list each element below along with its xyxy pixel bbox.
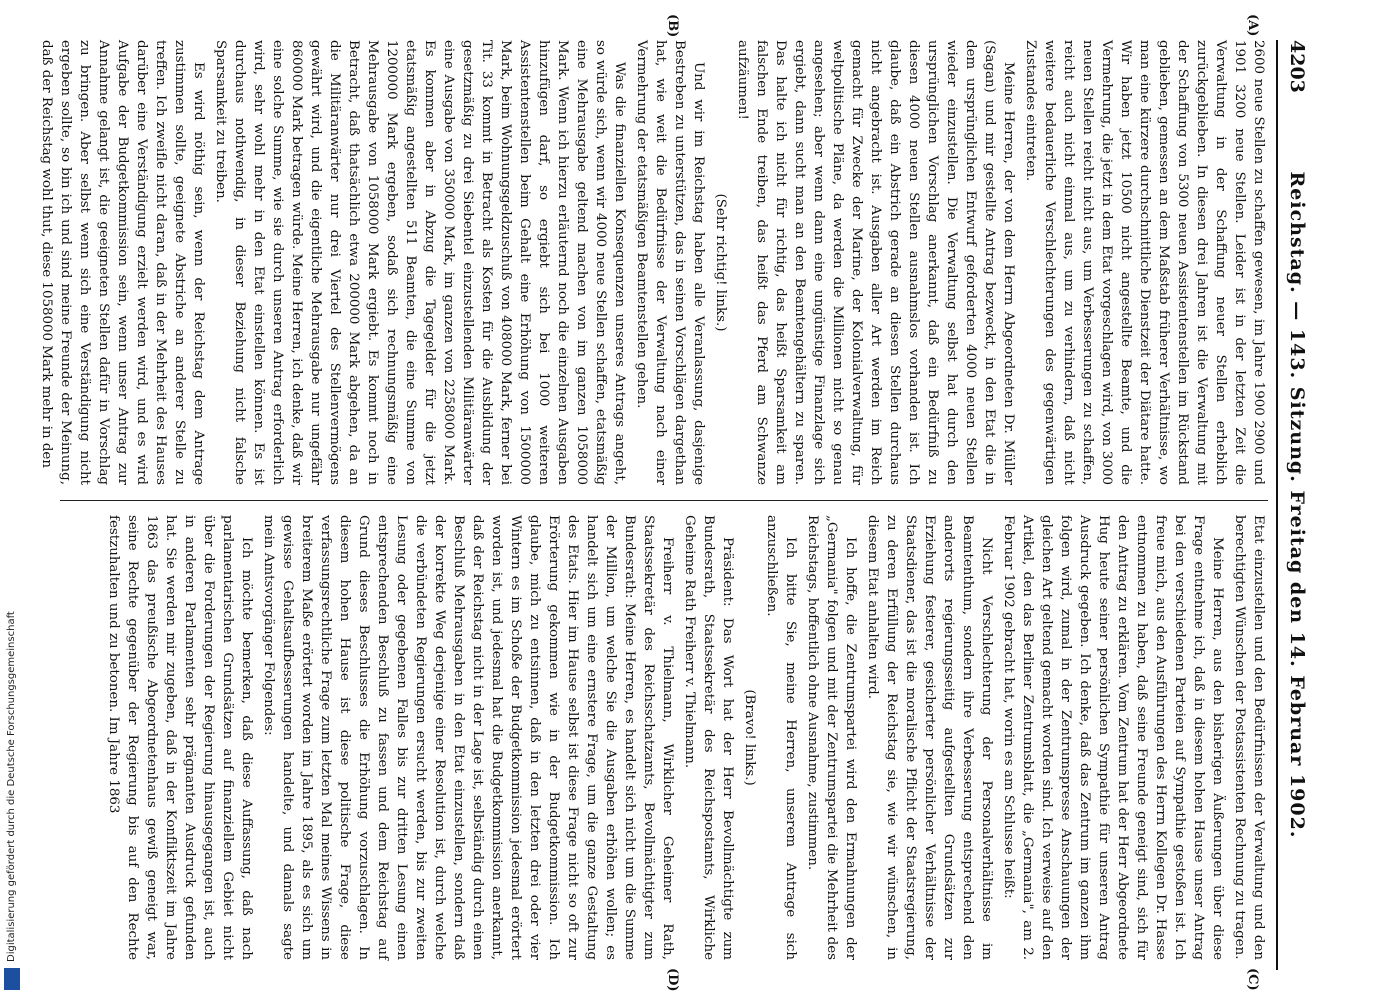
paragraph: 2600 neue Stellen zu schaffen gewesen, im Jahre 1900 2900 und 1901 3200 neue Stellen. Leider ist in der letzten Zeit die Verwaltung in der Schaffung neuer Stellen erheblich zurückgeblieben. In diesen drei Jahren ist die Verwaltung mit der Schaffung von 5300 neuen Assistentenstellen im Rückstand geblieben, gemessen an dem Maßstab früherer Verhältnisse, wo man eine kürzere durchschnittliche Dienstzeit der Diätare hatte. Wir haben jetzt 10500 nicht angestellte Beamte, und die Vermehrung, die jetzt in dem Etat vorgeschlagen wird, von 3000 neuen Stellen reicht nicht aus, um Verbesserungen zu schaffen, reicht auch nicht einmal aus, um zu verhindern, daß nicht weitere bedauerliche Verschlechterungen des gegenwärtigen Zustandes eintreten. [1023, 40, 1266, 485]
quotation: Nicht Verschlechterung der Personalverhältnisse im Beamtenthum, sondern ihre Verbesserung entsprechend den anderorts regierungsseitig aufgestellten Grundsätzen zur Erziehung festerer, gesicherter persönlicher Verhältnisse der Staatsdiener, das ist die moralische Pflicht der Staatsregierung, zu deren Erfüllung der Reichstag sie, wie wir wünschen, in diesem Etat anhalten wird. [865, 515, 994, 960]
page-header [1276, 40, 1312, 970]
column-divider [60, 500, 1268, 501]
interjection: (Bravo! links.) [742, 689, 757, 786]
page-number: 4203 [1286, 40, 1308, 93]
speaker-paragraph: Präsident: Das Wort hat der Herr Bevollmächtigte zum Bundesrath, Staatssekretär des Reichspostamts, Wirkliche Geheime Rath Freiherr v. Thielmann. [682, 515, 735, 960]
margin-marker-b: (B) [665, 14, 680, 38]
paragraph: Etat einzustellen und den Bedürfnissen der Verwaltung und den berechtigten Wünschen der Postassistenten Rechnung zu tragen. [1232, 515, 1266, 960]
paragraph: Ich bitte Sie, meine Herren, unserem Antrage sich anzuschließen. [764, 515, 798, 960]
paragraph: Was die finanziellen Konsequenzen unseres Antrags angeht, so würde sich, wenn wir 4000 neue Stellen schaffen, etatsmäßig eine Mehrausgabe geltend machen von im ganzen 1058000 Mark. Wenn ich hierzu erläuternd noch die einzelnen Ausgaben hinzufügen darf, so ergiebt sich bei 1000 weiteren Assistentenstellen beim Gehalt eine Erhöhung von 1500000 Mark, beim Wohnungsgeldzuschuß von 408000 Mark, ferner bei Tit. 33 kommt in Betracht als Kosten für die Ausbildung der gesetzmäßig zu drei Siebentel einzustellenden Militäranwärter eine Ausgabe von 350000 Mark, im ganzen von 2258000 Mark. Es kommen aber in Abzug die Tagegelder für die jetzt etatsmäßig angestellten 511 Beamten, die eine Summe von 1200000 Mark ergeben, sodaß sich rechnungsmäßig eine Mehrausgabe von 1058000 Mark ergiebt. Es kommt noch in Betracht, daß thatsächlich etwa 200000 Mark abgehen, da an die Militäranwärter nur drei Viertel des Stellenvermögens gewährt wird, und die eigentliche Mehrausgabe nur ungefähr 860000 Mark betragen würde. Meine Herren, ich denke, daß wir eine solche Summe, wie sie durch unseren Antrag erforderlich wird, sehr wohl mehr in den Etat einstellen können. Es ist durchaus nothwendig, in dieser Beziehung nicht falsche Sparsamkeit zu treiben. [213, 40, 627, 485]
funding-notice: Digitalisierung gefördert durch die Deutsche Forschungsgemeinschaft [6, 611, 17, 962]
interjection: (Sehr richtig! links.) [713, 193, 728, 332]
left-column [34, 40, 1268, 485]
digitization-footer [1, 2, 23, 992]
paragraph: Ich hoffe, die Zentrumspartei wird den Ermahnungen der „Germania" folgen und mit der Zentrumspartei die Mehrheit des Reichstags, hoffentlich ohne Ausnahme, zustimmen. [805, 515, 858, 960]
dfg-logo [4, 968, 20, 990]
speaker-paragraph: Freiherr v. Thielmann, Wirklicher Geheimer Rath, Staatssekretär des Reichsschatzamts, Bevollmächtigter zum Bundesrath: Meine Herren, es handelt sich nicht um die Summe der Million, um welche Sie die Ausgaben erhöhen wollen; es handelt sich um eine ernstere Frage, um die ganze Gestaltung des Etats. Hier im Hause selbst ist diese Frage nicht so oft zur Erörterung gekommen wie in der Budgetkommission. Ich glaube, mich zu entsinnen, daß in den letzten drei oder vier Wintern es im Schoße der Budgetkommission jedesmal erörtert worden ist, und jedesmal hat die Budgetkommission anerkannt, daß der Reichstag nicht in der Lage ist, selbständig durch einen Beschluß Mehrausgaben in den Etat einzustellen, sondern daß der korrekte Weg derjenige einer Resolution ist, durch welche die verbündeten Regierungen ersucht werden, bis zur zweiten Lesung oder gegebenen Falles bis zur dritten Lesung einen entsprechenden Beschluß zu fassen und dem Reichstag auf Grund dieses Beschlusses die Erhöhung vorzuschlagen. In diesem hohen Hause ist diese politische Frage, diese verfassungsrechtliche Frage zum letzten Mal meines Wissens in breiterem Maße erörtert worden im Jahre 1895, als es sich um gewisse Gehaltsaufbesserungen handelte, und damals sagte mein Amtsvorgänger Folgendes: [261, 515, 675, 960]
paragraph: Und wir im Reichstag haben alle Veranlassung, dasjenige Bestreben zu unterstützen, das in seinen Vorschlägen dargethan hat, wie weit die Bedürfnisse der Verwaltung nach einer Vermehrung der etatsmäßigen Beamtenstellen gehen. [634, 40, 706, 485]
margin-marker-c: (C) [1245, 968, 1260, 991]
paragraph: Meine Herren, der von dem Herrn Abgeordneten Dr. Müller (Sagan) und mir gestellte Antrag bezweckt, in den Etat die in dem ursprünglichen Entwurf geforderten 4000 neuen Stellen wieder einzustellen. Die Verwaltung selbst hat durch den ursprünglichen Vorschlag anerkannt, daß ein Bedürfniß zu diesen 4000 neuen Stellen ausnahmslos vorhanden ist. Ich glaube, daß ein Abstrich gerade an diesen Stellen durchaus nicht angebracht ist. Ausgaben aller Art werden im Reich gemacht für Zwecke der Marine, der Kolonialverwaltung, für weltpolitische Pläne, da werden die Millionen nicht so genau angesehen; aber wenn dann eine ungünstige Finanzlage sich ergiebt, dann sucht man an den Beamtengehältern zu sparen. Das halte ich nicht für richtig, das heißt Sparsamkeit am falschen Ende treiben, das heißt das Pferd am Schwanze aufzäumen! [735, 40, 1016, 485]
paragraph: Meine Herren, aus den bisherigen Äußerungen über diese Frage entnehme ich, daß in diesem hohen Hause unser Antrag bei den verschiedenen Parteien auf Sympathie gestoßen ist. Ich freue mich, aus den Ausführungen des Herrn Kollegen Dr. Hasse entnommen zu haben, daß seine Freunde geneigt sind, sich für den Antrag zu erklären. Vom Zentrum hat der Herr Abgeordnete Hug heute seiner persönlichen Sympathie für unseren Antrag Ausdruck gegeben. Ich denke, daß das Zentrum im ganzen ihm folgen wird, zumal in der Zentrumspresse Anschauungen der gleichen Art geltend gemacht worden sind. Ich verweise auf den Artikel, den das Berliner Zentrumsblatt, die „Germania", am 2. Februar 1902 gebracht hat, worin es am Schlusse heißt: [1001, 515, 1225, 960]
margin-marker-a: (A) [1245, 14, 1260, 37]
quotation: Ich möchte bemerken, daß diese Auffassung, daß nach parlamentarischen Grundsätzen auf finanziellem Gebiet nicht über die Forderungen der Regierung hinausgegangen ist, auch in anderen Parlamenten sehr prägnanten Ausdruck gefunden hat. Sie werden mir zugeben, daß in der Konfliktszeit im Jahre 1863 das preußische Abgeordnetenhaus gewiß geneigt war, seine Rechte gegenüber der Regierung bis auf den Rechte festzuhalten und zu betonen. Im Jahre 1863 [106, 515, 254, 960]
session-title: Reichstag. — 143. Sitzung. Freitag den 14. Februar 1902. [1286, 171, 1308, 839]
right-column [101, 515, 1268, 960]
margin-marker-d: (D) [665, 968, 680, 992]
paragraph: Es wird nöthig sein, wenn der Reichstag dem Antrage zustimmen sollte, geeignete Abstriche an anderer Stelle zu treffen. Ich zweifle nicht daran, daß in der Mehrheit des Hauses darüber eine Verständigung erzielt werden wird, und es wird Aufgabe der Budgetkommission sein, wenn unser Antrag zur Annahme gelangt ist, die geeigneten Stellen dafür in Vorschlag zu bringen. Aber selbst wenn sich eine Verständigung nicht ergeben sollte, so bin ich und sind meine Freunde der Meinung, daß der Reichstag wohl thut, diese 1058000 Mark mehr in den [39, 40, 206, 485]
